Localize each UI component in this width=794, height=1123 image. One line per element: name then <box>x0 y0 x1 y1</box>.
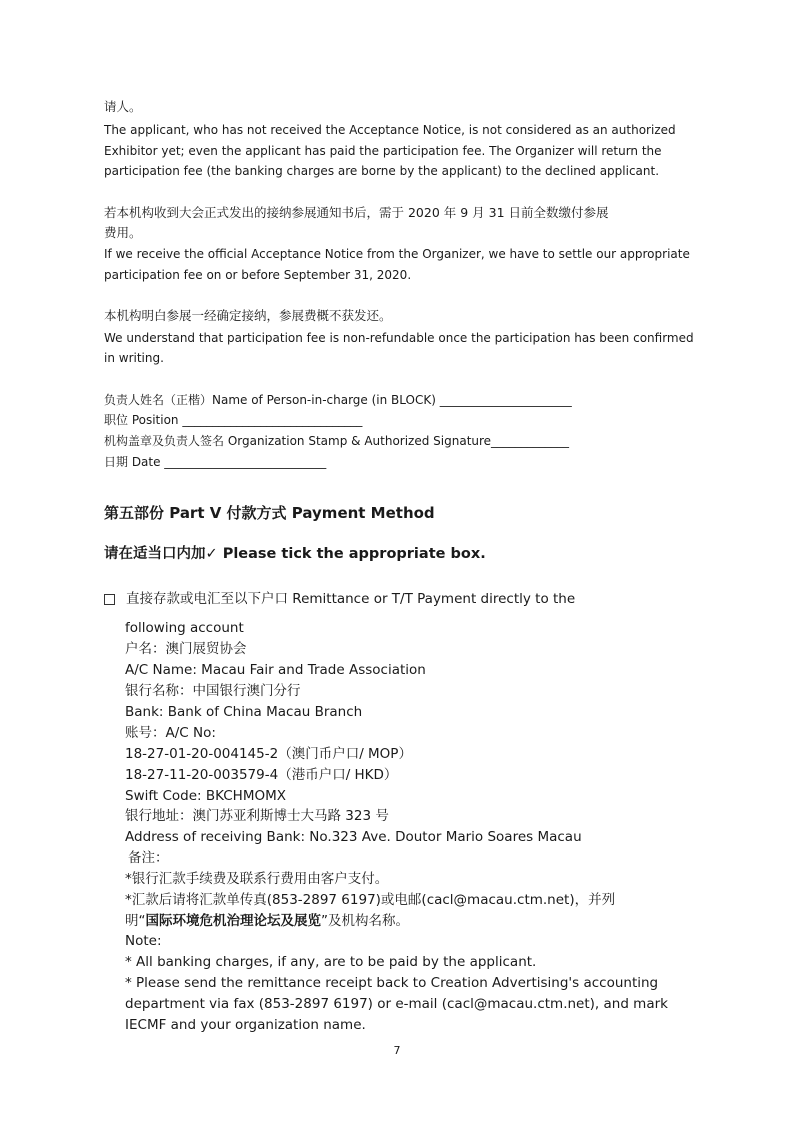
intro-line-0: 请人。 <box>104 99 142 114</box>
account-hkd: 18-27-11-20-003579-4（港币户口/ HKD） <box>125 767 398 783</box>
account-name-en: A/C Name: Macau Fair and Trade Association <box>125 662 426 678</box>
deadline-zh-2: 费用。 <box>104 225 142 240</box>
intro-line-2: Exhibitor yet; even the applicant has paid the participation fee. The Organizer will return the <box>104 144 662 158</box>
person-in-charge-field: 负责人姓名（正楷）Name of Person-in-charge (in BLOCK) ______________________ <box>104 393 572 407</box>
account-name-zh: 户名：澳门展贸协会 <box>125 641 247 657</box>
deadline-en-1: If we receive the official Acceptance Notice from the Organizer, we have to settle our appropriate <box>104 247 690 261</box>
stamp-signature-field: 机构盖章及负责人签名 Organization Stamp & Authorized Signature_____________ <box>104 434 570 448</box>
forum-name: 国际环境危机治理论坛及展览 <box>145 913 321 929</box>
note-zh-2: *汇款后请将汇款单传真(853-2897 6197)或电邮(cacl@macau.ctm.net)，并列 <box>125 892 616 908</box>
position-field: 职位 Position ______________________________ <box>104 413 363 427</box>
account-no-label: 账号：A/C No: <box>125 725 216 741</box>
bank-address-zh: 银行地址：澳门苏亚利斯博士大马路 323 号 <box>125 808 389 824</box>
tick-instruction: 请在适当口内加✓ Please tick the appropriate box. <box>104 546 486 562</box>
deadline-zh-1: 若本机构收到大会正式发出的接纳参展通知书后，需于 2020 年 9 月 31 日前全数缴付参展 <box>104 205 609 220</box>
remittance-option-label-cont: following account <box>125 620 244 636</box>
bank-name-zh: 银行名称：中国银行澳门分行 <box>125 683 301 699</box>
intro-line-3: participation fee (the banking charges are borne by the applicant) to the declined applicant. <box>104 164 660 178</box>
note-zh-3 <box>125 912 409 930</box>
note-en-4: IECMF and your organization name. <box>125 1017 366 1033</box>
note-zh-3-pre: 明“ <box>125 913 146 929</box>
bank-address-en: Address of receiving Bank: No.323 Ave. Doutor Mario Soares Macau <box>125 829 582 845</box>
note-en-1: * All banking charges, if any, are to be paid by the applicant. <box>125 954 537 970</box>
non-refundable-zh: 本机构明白参展一经确定接纳，参展费概不获发还。 <box>104 308 392 323</box>
notes-label-en: Note: <box>125 933 162 949</box>
note-zh-3-post: ”及机构名称。 <box>321 913 409 929</box>
note-zh-1: *银行汇款手续费及联系行费用由客户支付。 <box>125 871 389 887</box>
note-en-3: department via fax (853-2897 6197) or e-mail (cacl@macau.ctm.net), and mark <box>125 996 668 1012</box>
bank-name-en: Bank: Bank of China Macau Branch <box>125 704 363 720</box>
remittance-option-label: 直接存款或电汇至以下户口 Remittance or T/T Payment directly to the <box>126 591 576 607</box>
swift-code: Swift Code: BKCHMOMX <box>125 788 286 804</box>
note-en-2: * Please send the remittance receipt back to Creation Advertising's accounting <box>125 975 659 991</box>
account-mop: 18-27-01-20-004145-2（澳门币户口/ MOP） <box>125 746 412 762</box>
remittance-checkbox[interactable] <box>104 594 115 605</box>
section-title: 第五部份 Part V 付款方式 Payment Method <box>104 504 435 522</box>
non-refundable-en-1: We understand that participation fee is non-refundable once the participation has been confirmed <box>104 331 694 345</box>
deadline-en-2: participation fee on or before September 31, 2020. <box>104 268 412 282</box>
non-refundable-en-2: in writing. <box>104 351 164 365</box>
notes-label-zh: 备注： <box>128 850 169 866</box>
date-field: 日期 Date ___________________________ <box>104 455 327 469</box>
intro-line-1: The applicant, who has not received the Acceptance Notice, is not considered as an authorized <box>104 123 676 137</box>
page-number: 7 <box>393 1044 401 1057</box>
